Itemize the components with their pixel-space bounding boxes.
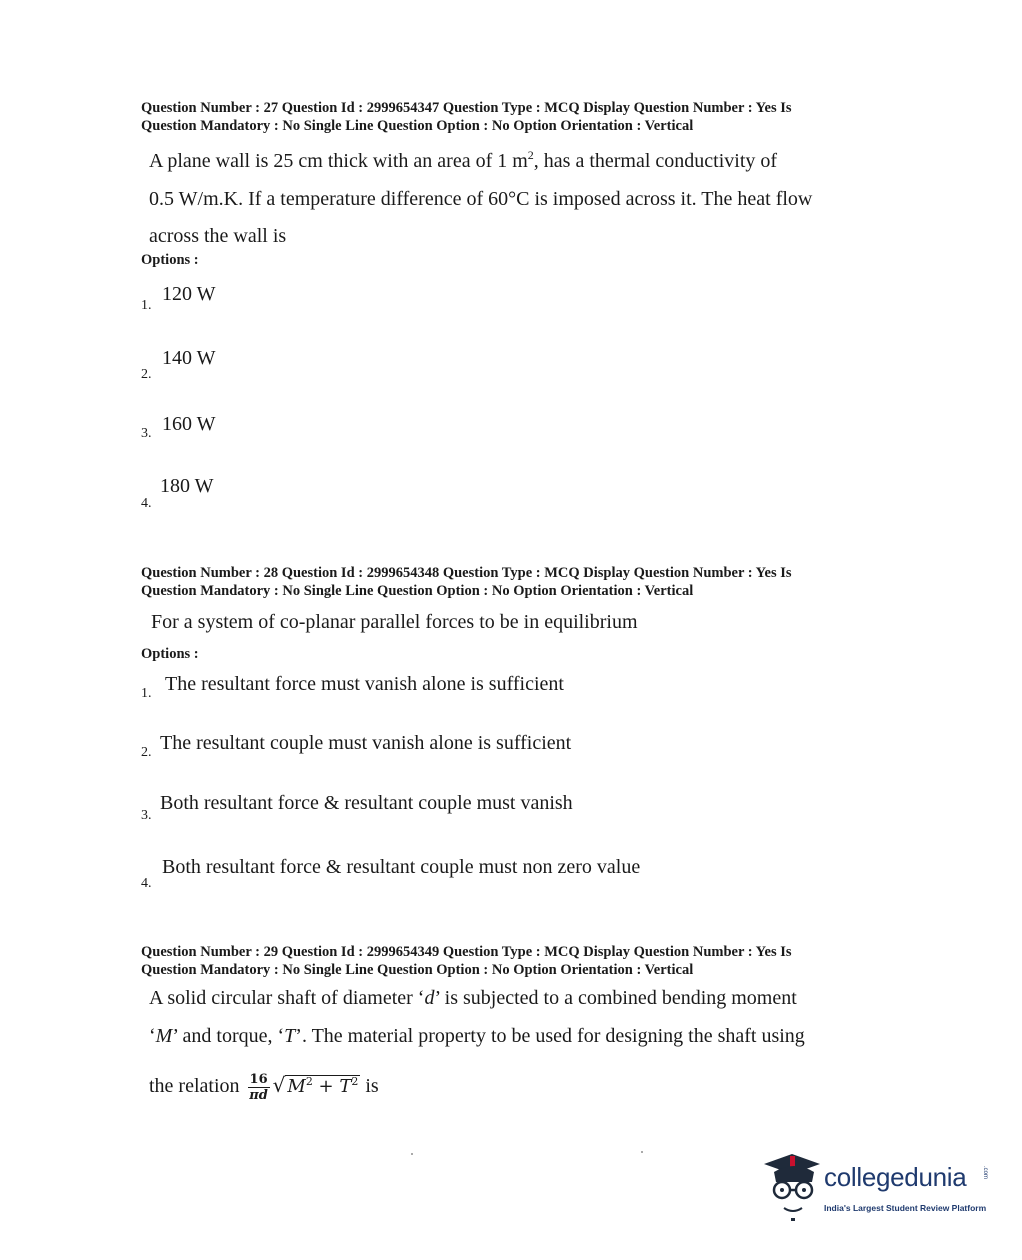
q29-meta-line2: Question Mandatory : No Single Line Question Option : No Option Orientation : Vertical	[141, 962, 694, 978]
q27-option-4-number: 4.	[141, 496, 152, 511]
q27-option-1-number: 1.	[141, 298, 152, 313]
scan-speck	[411, 1153, 413, 1155]
q27-meta-line1: Question Number : 27 Question Id : 2999654347 Question Type : MCQ Display Question Number : Yes Is	[141, 100, 792, 116]
q28-meta-line2: Question Mandatory : No Single Line Question Option : No Option Orientation : Vertical	[141, 583, 694, 599]
student-mascot-icon	[764, 1152, 824, 1224]
q28-meta-line1: Question Number : 28 Question Id : 2999654348 Question Type : MCQ Display Question Number : Yes Is	[141, 565, 792, 581]
q29-sqrt-sign: √	[272, 1073, 286, 1097]
logo-tagline: India's Largest Student Review Platform	[824, 1203, 987, 1213]
q27-text-b: , has a thermal conductivity of	[533, 150, 778, 172]
q27-option-2-text[interactable]: 140 W	[162, 347, 216, 369]
q27-option-3-number: 3.	[141, 426, 152, 441]
q27-option-4-text[interactable]: 180 W	[160, 475, 214, 497]
collegedunia-logo[interactable]	[764, 1152, 994, 1222]
logo-brand: collegedunia	[824, 1162, 967, 1192]
q28-option-1-text[interactable]: The resultant force must vanish alone is sufficient	[165, 673, 564, 695]
q27-text-sup: 2	[527, 148, 534, 162]
q29-meta-line1: Question Number : 29 Question Id : 2999654349 Question Type : MCQ Display Question Number : Yes Is	[141, 944, 792, 960]
q27-text-a: A plane wall is 25 cm thick with an area of 1 m	[149, 150, 528, 172]
scan-speck	[641, 1151, 643, 1153]
q29-meta	[141, 943, 792, 979]
q28-option-4-number: 4.	[141, 876, 152, 891]
q28-question-text: For a system of co-planar parallel forces to be in equilibrium	[151, 611, 638, 633]
q29-fraction: $\frac{16}{\pi d}$	[249, 1071, 268, 1103]
q27-text-line2: 0.5 W/m.K. If a temperature difference of 60°C is imposed across it. The heat flow	[149, 187, 813, 210]
q27-option-3-text[interactable]: 160 W	[162, 413, 216, 435]
q29-radicand: $M^2 + T^2$	[287, 1075, 359, 1097]
q29-var-d: d	[424, 987, 435, 1009]
q29-line1: A solid circular shaft of diameter ‘d’ is subjected to a combined bending moment	[149, 987, 797, 1009]
q28-option-4-text[interactable]: Both resultant force & resultant couple must non zero value	[162, 856, 641, 878]
q29-question-text	[149, 980, 805, 1106]
q28-option-2-number: 2.	[141, 745, 152, 760]
q28-meta	[141, 564, 792, 600]
q29-var-T: T	[284, 1024, 296, 1047]
q28-options-label: Options :	[141, 646, 199, 662]
q28-option-2-text[interactable]: The resultant couple must vanish alone is sufficient	[160, 732, 572, 754]
q29-var-M: M	[155, 1024, 173, 1047]
q27-meta	[141, 99, 792, 135]
q27-text-line3: across the wall is	[149, 225, 287, 247]
q28-option-3-text[interactable]: Both resultant force & resultant couple must vanish	[160, 792, 573, 814]
q27-meta-line2: Question Mandatory : No Single Line Question Option : No Option Orientation : Vertical	[141, 118, 694, 134]
q27-option-2-number: 2.	[141, 367, 152, 382]
q27-question-text	[149, 137, 812, 256]
logo-suffix: .com	[982, 1166, 988, 1180]
q29-line3: the relation $\frac{16}{\pi d}$ √ $M^2 + T^2$ is	[149, 1071, 379, 1103]
q28-option-3-number: 3.	[141, 808, 152, 823]
q28-option-1-number: 1.	[141, 686, 152, 701]
q27-options-label: Options :	[141, 252, 199, 268]
q29-line2: ‘M’ and torque, ‘T’. The material property to be used for designing the shaft using	[149, 1024, 805, 1047]
q27-option-1-text[interactable]: 120 W	[162, 283, 216, 305]
